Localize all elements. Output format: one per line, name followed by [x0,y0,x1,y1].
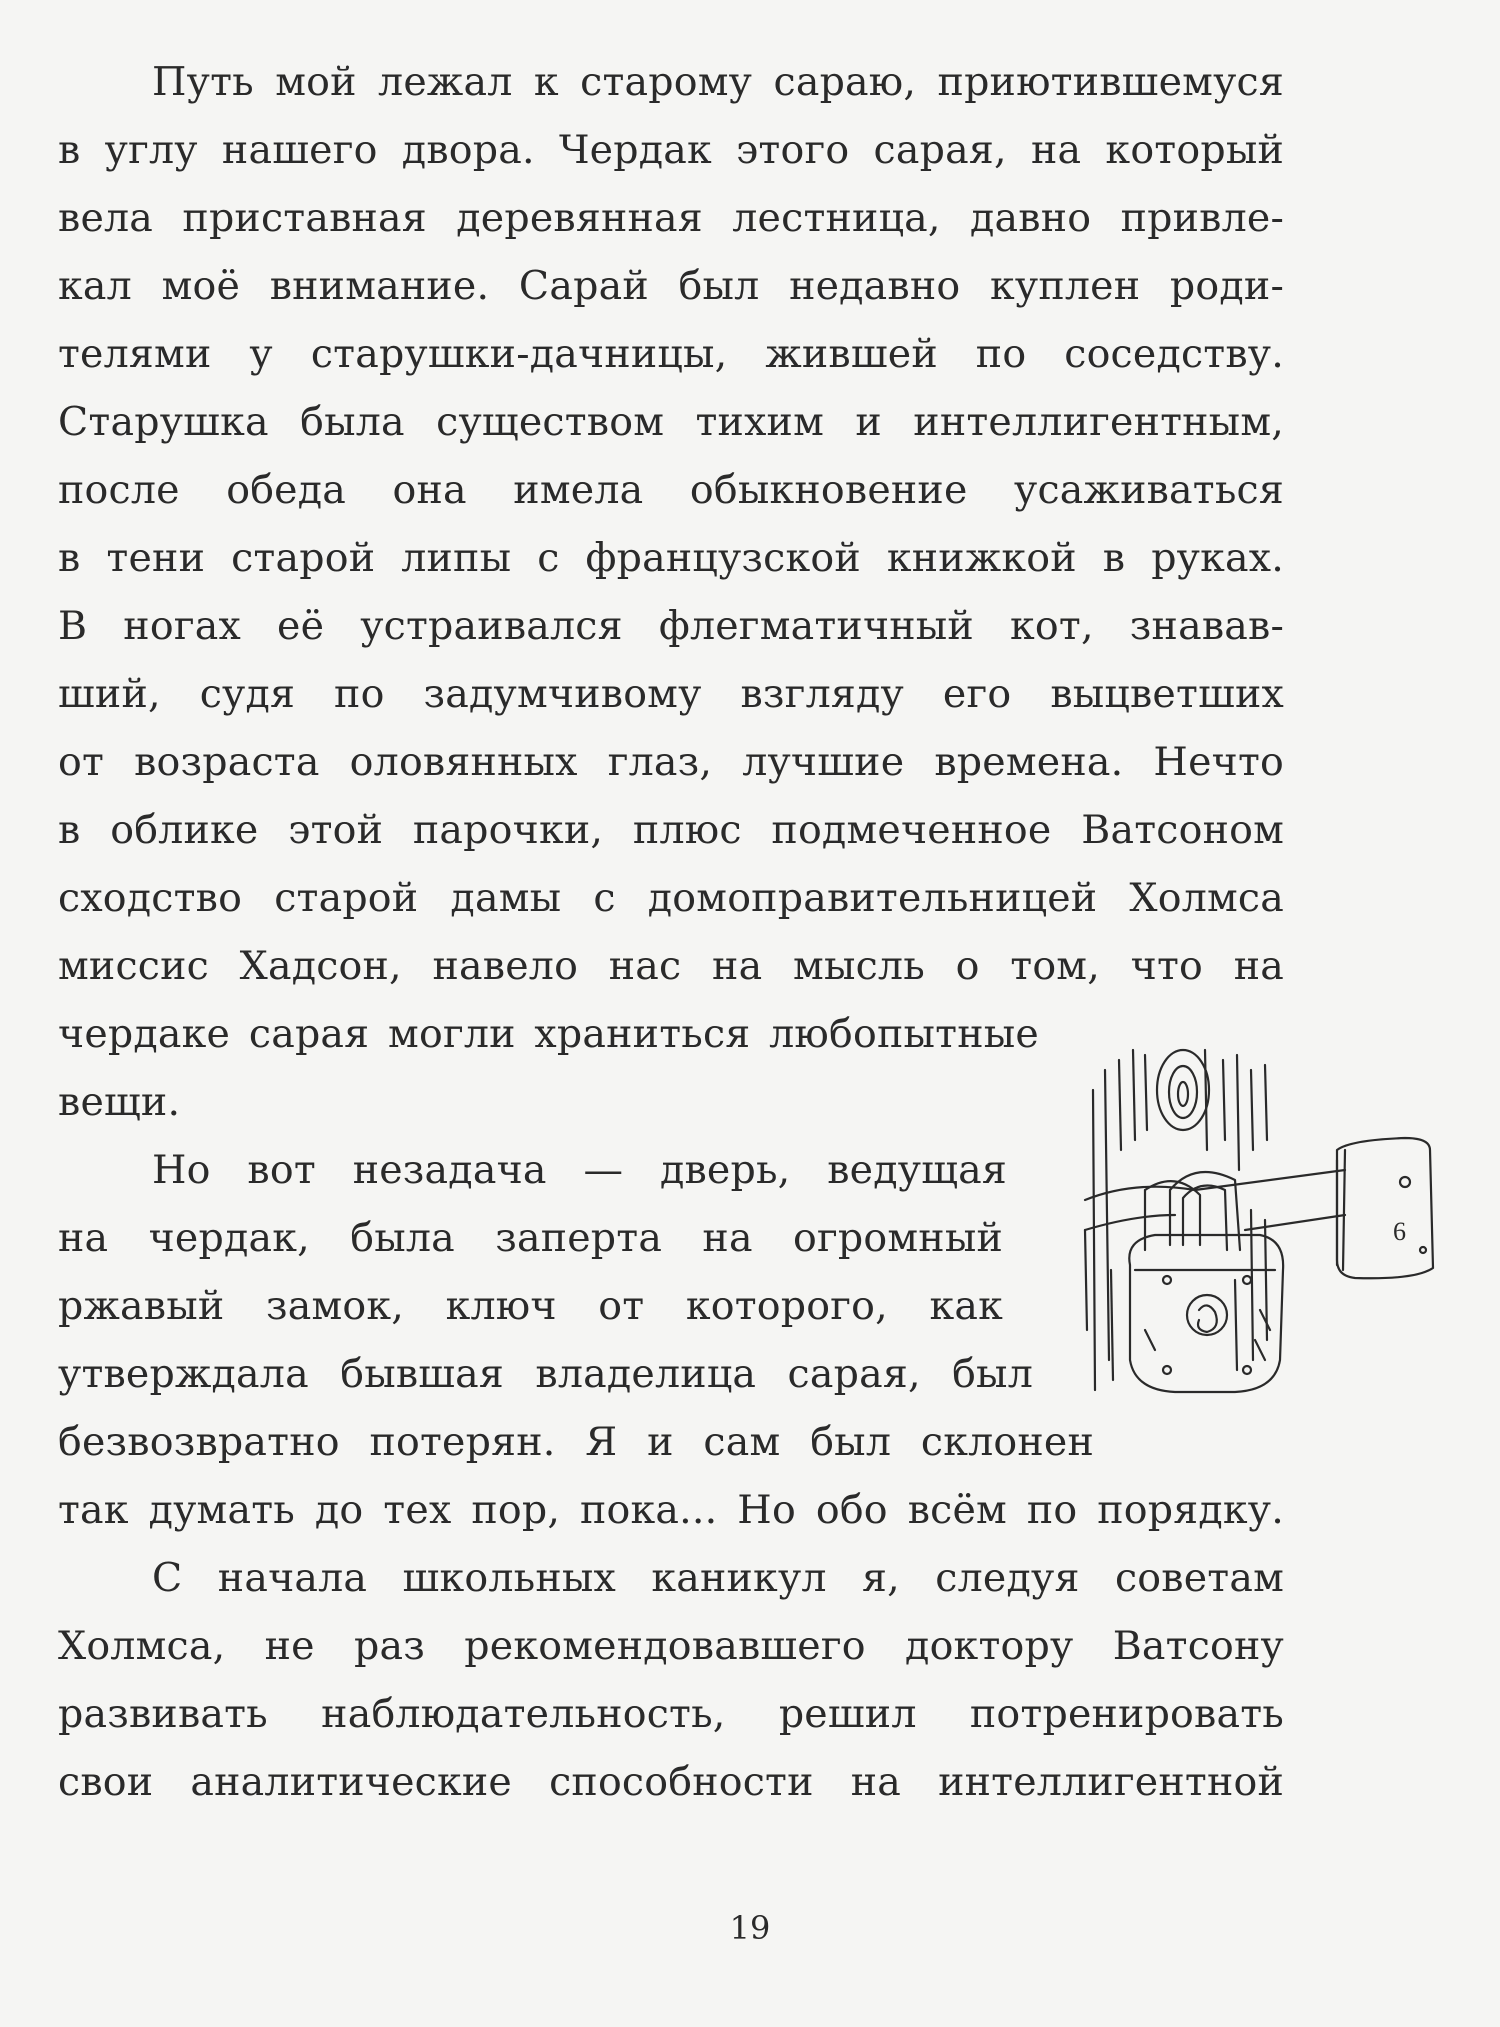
text-line: безвозвратно потерян. Я и сам был склонен [58,1419,1094,1465]
text-line: в тени старой липы с французской книжкой в руках. [58,535,1284,581]
text-line: Но вот незадача — дверь, ведущая [152,1147,1007,1193]
text-line: от возраста оловянных глаз, лучшие времена. Нечто [58,739,1284,785]
text-line: на чердак, была заперта на огромный [58,1215,1003,1261]
text-line: миссис Хадсон, навело нас на мысль о том, что на [58,943,1284,989]
padlock-sketch-icon [1075,1030,1445,1410]
text-line: сходство старой дамы с домоправительницей Холмса [58,875,1284,921]
page-number: 19 [729,1909,771,1947]
svg-text:6: 6 [1393,1217,1406,1246]
text-line: Путь мой лежал к старому сараю, приютившемуся [152,59,1284,105]
text-line: ржавый замок, ключ от которого, как [58,1283,1003,1329]
text-line: в облике этой парочки, плюс подмеченное Ватсоном [58,807,1284,853]
text-line: свои аналитические способности на интеллигентной [58,1759,1284,1805]
text-line: вещи. [58,1079,181,1125]
text-line: С начала школьных каникул я, следуя советам [152,1555,1284,1601]
text-line: ший, судя по задумчивому взгляду его выцветших [58,671,1284,717]
text-line: после обеда она имела обыкновение усаживаться [58,467,1284,513]
text-line: в углу нашего двора. Чердак этого сарая, на который [58,127,1284,173]
text-line: кал моё внимание. Сарай был недавно куплен роди- [58,263,1284,309]
text-line: так думать до тех пор, пока... Но обо всём по порядку. [58,1487,1284,1533]
text-line: В ногах её устраивался флегматичный кот, знавав- [58,603,1284,649]
text-line: Холмса, не раз рекомендовавшего доктору Ватсону [58,1623,1284,1669]
text-line: телями у старушки-дачницы, жившей по соседству. [58,331,1284,377]
text-line: чердаке сарая могли храниться любопытные [58,1011,1039,1057]
text-line: вела приставная деревянная лестница, давно привле- [58,195,1284,241]
text-line: утверждала бывшая владелица сарая, был [58,1351,1033,1397]
text-line: развивать наблюдательность, решил потренировать [58,1691,1284,1737]
text-line: Старушка была существом тихим и интеллигентным, [58,399,1284,445]
